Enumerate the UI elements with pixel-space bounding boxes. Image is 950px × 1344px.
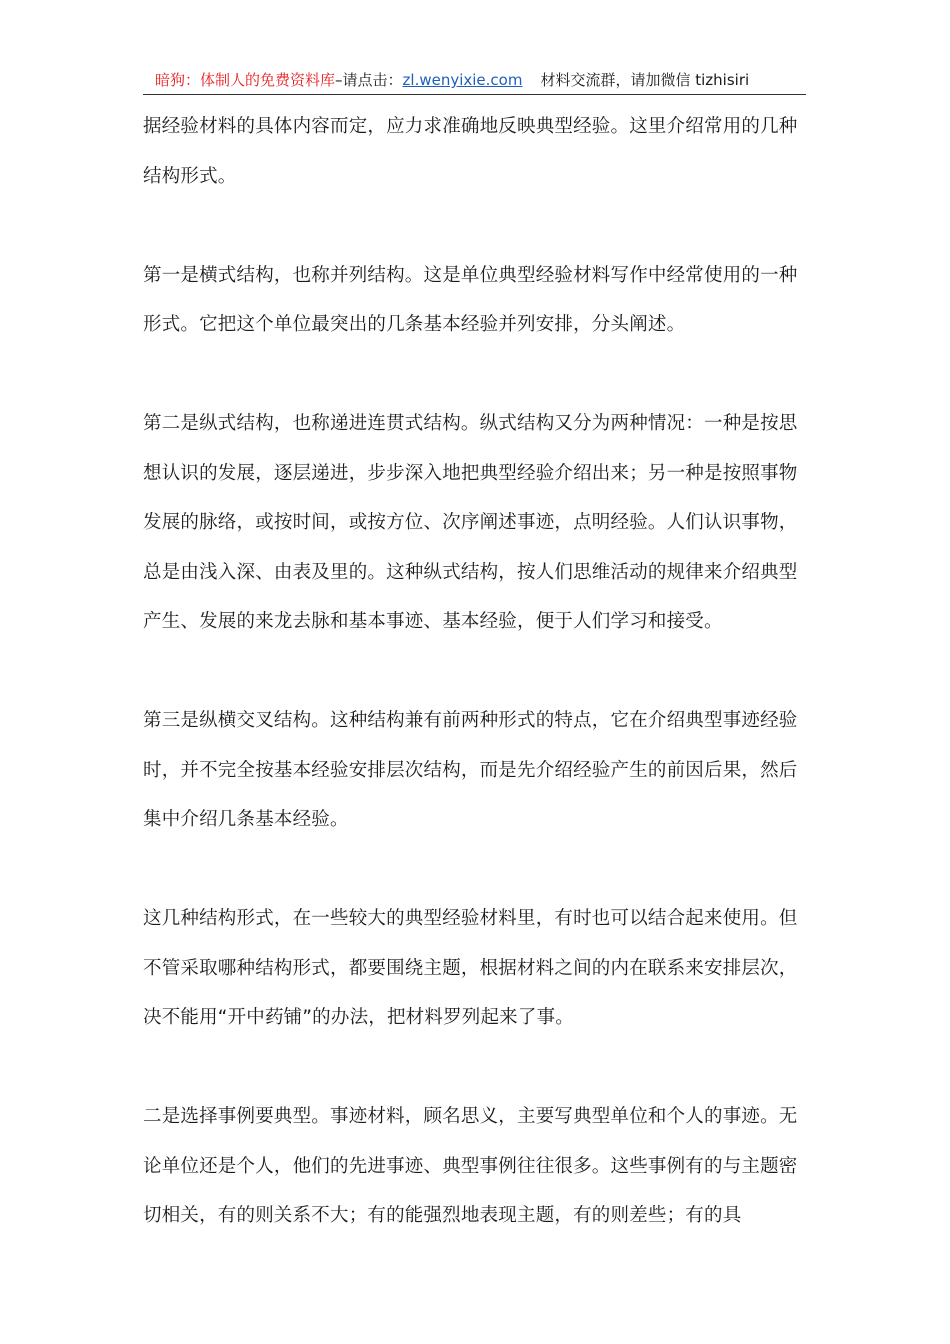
paragraph: 据经验材料的具体内容而定，应力求准确地反映典型经验。这里介绍常用的几种结构形式。: [143, 116, 798, 187]
paragraph: 第一是横式结构，也称并列结构。这是单位典型经验材料写作中经常使用的一种形式。它把这个单位最突出的几条基本经验并列安排，分头阐述。: [143, 264, 798, 335]
paragraph: 第二是纵式结构，也称递进连贯式结构。纵式结构又分为两种情况：一种是按思想认识的发展，逐层递进，步步深入地把典型经验介绍出来；另一种是按照事物发展的脉络，或按时间，或按方位、次序阐述事迹，点明经验。人们认识事物，总是由浅入深、由表及里的。这种纵式结构，按人们思维活动的规律来介绍典型产生、发展的来龙去脉和基本事迹、基本经验，便于人们学习和接受。: [143, 413, 798, 632]
header-prompt: –请点击：: [335, 71, 403, 89]
header-brand: 暗狗：体制人的免费资料库: [155, 71, 336, 89]
document-body: [143, 102, 808, 1290]
header-contact: 材料交流群，请加微信 tizhisiri: [540, 71, 750, 89]
header-link[interactable]: zl.wenyixie.com: [402, 71, 523, 89]
paragraph: 二是选择事例要典型。事迹材料，顾名思义，主要写典型单位和个人的事迹。无论单位还是个人，他们的先进事迹、典型事例往往很多。这些事例有的与主题密切相关，有的则关系不大；有的能强烈地表现主题，有的则差些；有的具: [143, 1106, 798, 1226]
paragraph: 第三是纵横交叉结构。这种结构兼有前两种形式的特点，它在介绍典型事迹经验时，并不完全按基本经验安排层次结构，而是先介绍经验产生的前因后果，然后集中介绍几条基本经验。: [143, 710, 798, 830]
page-header: [143, 70, 806, 95]
paragraph: 这几种结构形式，在一些较大的典型经验材料里，有时也可以结合起来使用。但不管采取哪种结构形式，都要围绕主题，根据材料之间的内在联系来安排层次，决不能用“开中药铺”的办法，把材料罗列起来了事。: [143, 908, 798, 1028]
